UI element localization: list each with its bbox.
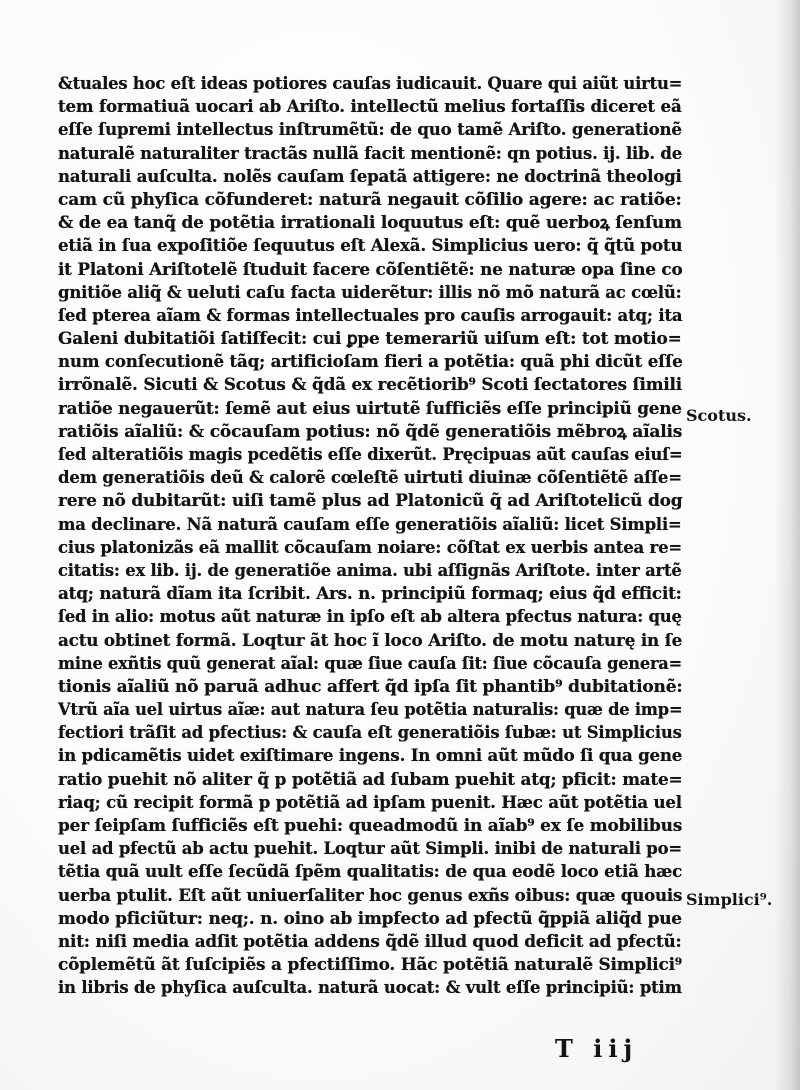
text-line: uerba ptulit. Eſt aũt uniuerſaliter hoc genus exñs oibus: quæ quouis [58,885,683,905]
text-line: mine exñtis quũ generat aĩal: quæ ſiue cauſa ſit: ſiue cõcauſa genera= [58,653,682,673]
gutter-shadow [774,0,800,1090]
text-line: ſed alteratiõis magis pcedẽtis eſſe dixerũt. Pręcipuas aũt cauſas eiuſ= [58,445,683,464]
text-line: naturalẽ naturaliter tractãs nullã facit mentionẽ: qn potius. ij. lib. de [58,143,682,163]
text-line: tionis aĩaliũ nõ paruã adhuc affert q̃d ipſa ſit phantib⁹ dubitationẽ: [58,676,683,696]
text-line: fectiori trãſit ad pfectius: & cauſa eſt generatiõis ſubæ: ut Simplicius [58,723,682,743]
text-line: etiã in ſua expoſitiõe ſequutus eſt Alexã. Simplicius uero: q̃ q̃tũ potu [58,236,683,256]
text-line: cius platonizãs eã mallit cõcauſam noiare: cõſtat ex uerbis antea re= [58,537,683,557]
text-line: per ſeipſam ſufficiẽs eſt puehi: queadmodũ in aĩab⁹ ex ſe mobilibus [58,816,683,835]
text-line: ſed pterea aĩam & formas intellectuales pro cauſis arrogauit: atq; ita [58,305,683,325]
text-line: tem formatiuã uocari ab Ariſto. intellectũ melius fortaſſis diceret eã [58,97,682,117]
text-line: eſſe ſupremi intellectus inſtrumẽtũ: de quo tamẽ Ariſto. generationẽ [58,120,682,140]
text-line: naturali auſculta. nolẽs cauſam ſepatã attigere: ne doctrinã theologi [58,166,682,186]
text-line: gnitiõe aliq̃ & ueluti caſu facta uiderẽtur: illis nõ mõ naturã ac cœlũ: [58,282,682,302]
text-line: &tuales hoc eſt ideas potiores cauſas iudicauit. Quare qui aiũt uirtu= [58,74,683,93]
show-through-text [40,30,660,70]
margin-note-simplicius: Simplici⁹. [686,890,773,909]
text-line: ma declinare. Nã naturã cauſam eſſe generatiõis aĩaliũ: licet Simpli= [58,514,682,534]
text-line: & de ea tanq̃ de potẽtia irrationali loquutus eſt: quẽ uerboꝝ ſenſum [58,213,682,233]
text-line: Vtrũ aĩa uel uirtus aĩæ: aut natura ſeu potẽtia naturalis: quæ de imp= [58,700,683,720]
text-line: in libris de phyſica auſculta. naturã uocat: & vult eſſe principiũ: ptim [58,978,682,998]
main-text-column [58,72,682,1000]
margin-note-scotus: Scotus. [686,406,752,425]
text-line: in pdicamẽtis uidet exiſtimare ingens. In omni aũt mũdo ſi qua gene [58,746,683,766]
text-line: cam cũ phyſica cõfunderet: naturã negauit cõſilio agere: ac ratiõe: [58,189,682,209]
text-line: dem generatiõis deũ & calorẽ cœleſtẽ uirtuti diuinæ cõſentiẽtẽ aſſe= [58,468,682,488]
text-line: irrõnalẽ. Sicuti & Scotus & q̃dã ex recẽtiorib⁹ Scoti ſectatores ſimili [58,375,682,395]
text-line: actu obtinet formã. Loqtur ãt hoc ĩ loco Ariſto. de motu naturę in ſe [58,630,683,650]
text-line: nit: niſi media adſit potẽtia addens q̃dẽ illud quod deficit ad pfectũ: [58,931,682,951]
text-line: cõplemẽtũ ãt ſuſcipiẽs a pfectiſſimo. Hãc potẽtiã naturalẽ Simplici⁹ [58,955,682,975]
text-line: Galeni dubitatiõi ſatiſfecit: cui ꝑpe temerariũ uiſum eſt: tot motio= [58,329,682,349]
signature-mark: T iij [555,1034,639,1063]
text-line: uel ad pfectũ ab actu puehit. Loqtur aũt Simpli. inibi de naturali po= [58,839,682,859]
text-line: citatis: ex lib. ij. de generatiõe anima. ubi aſſignãs Ariſtote. inter artẽ [58,560,682,580]
text-line: tẽtia quã uult eſſe ſecũdã ſpẽm qualitatis: de qua eodẽ loco etiã hæc [58,862,683,882]
text-line: modo pficiũtur: neq;. n. oino ab impfecto ad pfectũ q̃ppiã aliq̃d pue [58,908,682,928]
text-line: num conſecutionẽ tãq; artificioſam fieri a potẽtia: quã phi dicũt eſſe [58,352,683,372]
text-line: it Platoni Ariſtotelẽ ſtuduit facere cõſentiẽtẽ: ne naturæ opa ſine co [58,259,683,279]
text-line: rere nõ dubitarũt: uiſi tamẽ plus ad Platonicũ q̃ ad Ariſtotelicũ dog [58,491,683,511]
text-line: atq; naturã dĩam ita ſcribit. Ars. n. principiũ formaq; eius q̃d efficit: [58,584,682,604]
text-line: ſed in alio: motus aũt naturæ in ipſo eſt ab altera pfectus natura: quę [58,607,682,627]
text-line: riaq; cũ recipit formã p potẽtiã ad ipſam puenit. Hæc aũt potẽtia uel [58,792,682,812]
text-line: ratiõe negauerũt: ſemẽ aut eius uirtutẽ ſufficiẽs eſſe principiũ gene [58,398,682,418]
text-line: ratiõis aĩaliũ: & cõcauſam potius: nõ q̃dẽ generatiõis mẽbroꝝ aĩalis [58,421,683,441]
text-line: ratio puehit nõ aliter q̃ p potẽtiã ad ſubam puehit atq; pficit: mate= [58,769,683,789]
